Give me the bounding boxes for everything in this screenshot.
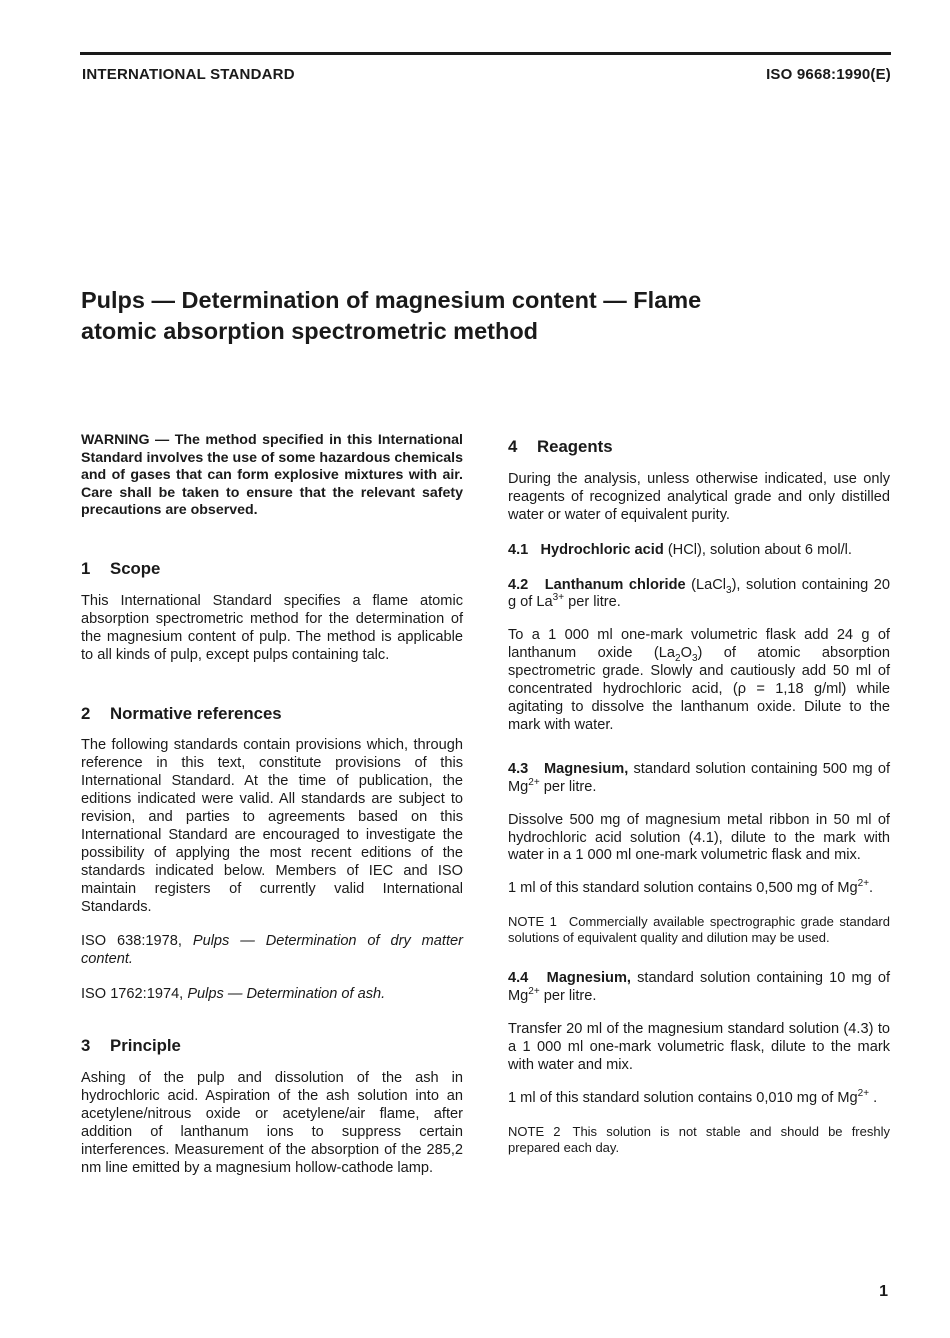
- superscript: 2+: [528, 986, 540, 998]
- reagent-4-4: [508, 970, 890, 1006]
- section-reagents-heading: [508, 438, 890, 456]
- reagent-name: Hydrochloric acid: [540, 541, 664, 558]
- document-title: [81, 285, 801, 347]
- text-run: 1 ml of this standard solution contains 0,010 mg of Mg: [508, 1089, 858, 1106]
- reagent-4-1: [508, 542, 890, 560]
- section-title: Normative references: [110, 703, 282, 723]
- section-number: 1: [81, 558, 91, 578]
- clause-number: 4.2: [508, 576, 529, 593]
- superscript: 2+: [528, 776, 540, 788]
- note-text: Commercially available spectrographic grade standard solutions of equivalent quality and dilution may be used.: [508, 914, 890, 946]
- reagent-4-2: [508, 577, 890, 613]
- note-2: [508, 1124, 890, 1156]
- reagent-4-3: [508, 761, 890, 797]
- clause-number: 4.1: [508, 541, 529, 558]
- section-title: Scope: [110, 558, 161, 578]
- text-run: .: [869, 880, 874, 897]
- reagent-4-4-concentration: [508, 1087, 890, 1108]
- reagent-4-4-procedure: Transfer 20 ml of the magnesium standard solution (4.3) to a 1 000 ml one-mark volumetric flask, dilute to the mark with water and mix.: [508, 1021, 890, 1073]
- warning-text: WARNING — The method specified in this International Standard involves the use of some hazardous chemicals and of gases that can form explosive mixtures with air. Care shall be taken to ensure that the relevant safety precautions are observed.: [81, 432, 463, 519]
- reagents-intro: During the analysis, unless otherwise indicated, use only reagents of recognized analytical grade and only distilled water or water of equivalent purity.: [508, 470, 890, 523]
- header-standard-type: INTERNATIONAL STANDARD: [82, 66, 295, 83]
- principle-text: Ashing of the pulp and dissolution of the ash in hydrochloric acid. Aspiration of the ash solution into an acetylene/nitrous oxide or acetylene/air flame, after addition of lanthanum ions to suppress certain interferences. Measurement of the absorption of the 285,2 nm line emitted by a magnesium hollow-cathode lamp.: [81, 1070, 463, 1176]
- reagent-name: Magnesium,: [543, 760, 629, 777]
- reference-title: Pulps — Determination of ash.: [187, 986, 386, 1003]
- section-number: 2: [81, 703, 91, 723]
- title-line-2: atomic absorption spectrometric method: [81, 318, 539, 344]
- right-column: [508, 432, 890, 1156]
- reagent-4-3-concentration: [508, 880, 890, 898]
- title-line-1: Pulps — Determination of magnesium content — Flame: [81, 287, 702, 313]
- text-run: standard solution containing 10 mg of Mg: [508, 970, 890, 1005]
- reagent-name: Lanthanum chloride: [544, 576, 686, 593]
- clause-number: 4.4: [508, 970, 529, 987]
- page-number: 1: [879, 1283, 888, 1300]
- subscript: 3: [726, 584, 732, 596]
- left-column: [81, 432, 463, 1178]
- section-scope-heading: [81, 560, 463, 578]
- text-run: ) of atomic absorption spectrometric grade. Slowly and cautiously add 50 ml of concentrated hydrochloric acid, (ρ = 1,18 g/ml) while agitating to dissolve the lanthanum oxide. Dilute to the mark with water.: [508, 645, 890, 733]
- reagent-name: Magnesium,: [546, 970, 631, 987]
- reference-title: Pulps — Determination of dry matter content.: [81, 933, 463, 968]
- subscript: 2: [675, 653, 681, 665]
- note-text: This solution is not stable and should be freshly prepared each day.: [508, 1123, 890, 1155]
- section-title: Reagents: [537, 437, 613, 456]
- reference-code: ISO 1762:1974,: [81, 986, 184, 1003]
- text-run: (LaCl: [691, 576, 726, 593]
- reference-iso-1762: [81, 986, 463, 1004]
- text-run: per litre.: [564, 594, 621, 611]
- subscript: 3: [691, 653, 698, 665]
- scope-text: This International Standard specifies a flame atomic absorption spectrometric method for the determination of the magnesium content of pulp. The method is applicable to all kinds of pulp, except pulps containing talc.: [81, 592, 463, 663]
- header-standard-number: ISO 9668:1990(E): [766, 66, 891, 83]
- reagent-description: (HCl), solution about 6 mol/l.: [667, 541, 852, 558]
- header-rule: [80, 52, 891, 55]
- reagent-4-3-procedure: Dissolve 500 mg of magnesium metal ribbon in 50 ml of hydrochloric acid solution (4.1), dilute to the mark with water in a 1 000 ml one-mark volumetric flask and mix.: [508, 811, 890, 864]
- clause-number: 4.3: [508, 760, 529, 777]
- reference-iso-638: [81, 933, 463, 969]
- reagent-4-2-procedure: [508, 627, 890, 734]
- text-run: O: [680, 645, 692, 662]
- note-1: [508, 914, 890, 946]
- superscript: 2+: [857, 1087, 870, 1099]
- text-run: ), solution containing 20 g of La: [508, 576, 890, 611]
- note-label: NOTE 2: [508, 1123, 561, 1139]
- text-run: per litre.: [539, 778, 597, 795]
- superscript: 2+: [857, 878, 870, 890]
- text-run: To a 1 000 ml one-mark volumetric flask add 24 g of lanthanum oxide (La: [508, 627, 890, 662]
- note-label: NOTE 1: [508, 914, 557, 930]
- section-number: 4: [508, 437, 518, 456]
- text-run: standard solution containing 500 mg of Mg: [508, 760, 891, 795]
- reference-code: ISO 638:1978,: [81, 933, 182, 950]
- text-run: per litre.: [539, 988, 597, 1005]
- section-title: Principle: [110, 1036, 181, 1056]
- superscript: 3+: [552, 592, 565, 604]
- text-run: 1 ml of this standard solution contains 0,500 mg of Mg: [508, 880, 858, 897]
- section-number: 3: [81, 1036, 91, 1056]
- text-run: .: [869, 1089, 878, 1106]
- normative-text: The following standards contain provisions which, through reference in this text, constitute provisions of this International Standard. At the time of publication, the editions indicated were valid. All standards are subject to revision, and parties to agreements based on this International Standard are encouraged to investigate the possibility of applying the most recent editions of the standards indicated below. Members of IEC and ISO maintain registers of currently valid International Standards.: [81, 737, 463, 915]
- section-normative-heading: [81, 705, 463, 723]
- section-principle-heading: [81, 1037, 463, 1055]
